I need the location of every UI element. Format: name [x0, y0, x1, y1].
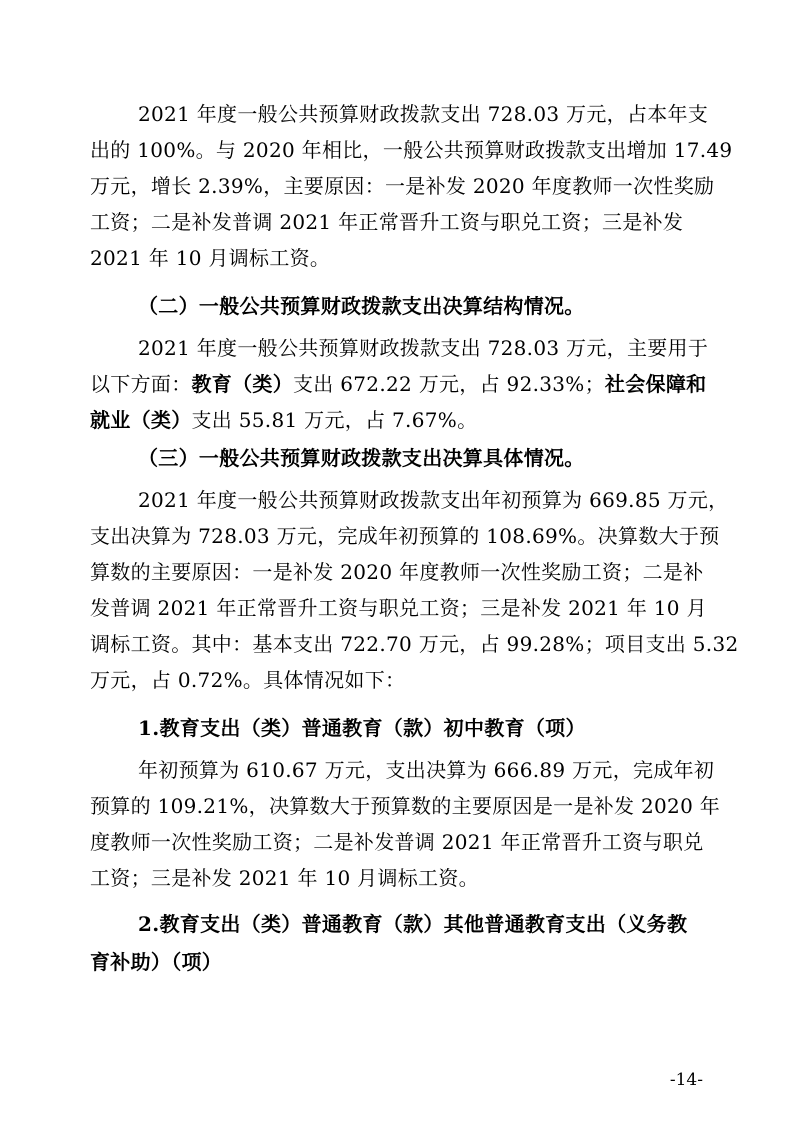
- section-heading-2: （二）一般公共预算财政拨款支出决算结构情况。: [138, 294, 585, 318]
- paragraph-2-rest: 支出 55.81 万元，占 7.67%。: [191, 408, 478, 432]
- paragraph-2-mid: 支出 672.22 万元，占 92.33%；: [293, 372, 605, 396]
- paragraph-1-line-3: 万元，增长 2.39%，主要原因：一是补发 2020 年度教师一次性奖励: [90, 174, 715, 198]
- paragraph-3-line-6: 万元，占 0.72%。具体情况如下：: [90, 668, 406, 692]
- paragraph-3-line-1: 2021 年度一般公共预算财政拨款支出年初预算为 669.85 万元，: [138, 488, 729, 512]
- item-1-heading: 1.教育支出（类）普通教育（款）初中教育（项）: [138, 716, 586, 740]
- paragraph-1-line-2: 出的 100%。与 2020 年相比，一般公共预算财政拨款支出增加 17.49: [90, 138, 733, 162]
- item-1-line-4: 工资；三是补发 2021 年 10 月调标工资。: [90, 866, 479, 890]
- paragraph-2-prefix: 以下方面：: [90, 372, 192, 396]
- paragraph-3-line-5: 调标工资。其中：基本支出 722.70 万元，占 99.28%；项目支出 5.32: [90, 632, 739, 656]
- category-social-security-part-2: 就业（类）: [90, 408, 192, 432]
- item-1-line-2: 预算的 109.21%，决算数大于预算数的主要原因是一是补发 2020 年: [90, 794, 721, 818]
- item-2-heading-line-2: 育补助）（项）: [90, 950, 223, 974]
- paragraph-1-line-1: 2021 年度一般公共预算财政拨款支出 728.03 万元，占本年支: [138, 102, 709, 126]
- paragraph-2-line-3: [90, 402, 708, 438]
- paragraph-3-line-3: 算数的主要原因：一是补发 2020 年度教师一次性奖励工资；二是补: [90, 560, 704, 584]
- item-1-line-3: 度教师一次性奖励工资；二是补发普调 2021 年正常晋升工资与职兑: [90, 830, 704, 854]
- item-1-line-1: 年初预算为 610.67 万元，支出决算为 666.89 万元，完成年初: [138, 758, 715, 782]
- category-education: 教育（类）: [191, 372, 293, 396]
- category-social-security-part-1: 社会保障和: [604, 372, 707, 396]
- paragraph-2-line-1: 2021 年度一般公共预算财政拨款支出 728.03 万元，主要用于: [138, 336, 709, 360]
- item-2-heading-line-1: 2.教育支出（类）普通教育（款）其他普通教育支出（义务教: [138, 912, 688, 936]
- section-heading-3: （三）一般公共预算财政拨款支出决算具体情况。: [138, 446, 585, 470]
- paragraph-3-line-2: 支出决算为 728.03 万元，完成年初预算的 108.69%。决算数大于预: [90, 524, 720, 548]
- page-number: -14-: [669, 1070, 703, 1090]
- paragraph-2-line-2: [90, 366, 708, 402]
- paragraph-1-line-4: 工资；二是补发普调 2021 年正常晋升工资与职兑工资；三是补发: [90, 210, 684, 234]
- paragraph-1-line-5: 2021 年 10 月调标工资。: [90, 246, 331, 270]
- paragraph-3-line-4: 发普调 2021 年正常晋升工资与职兑工资；三是补发 2021 年 10 月: [90, 596, 707, 620]
